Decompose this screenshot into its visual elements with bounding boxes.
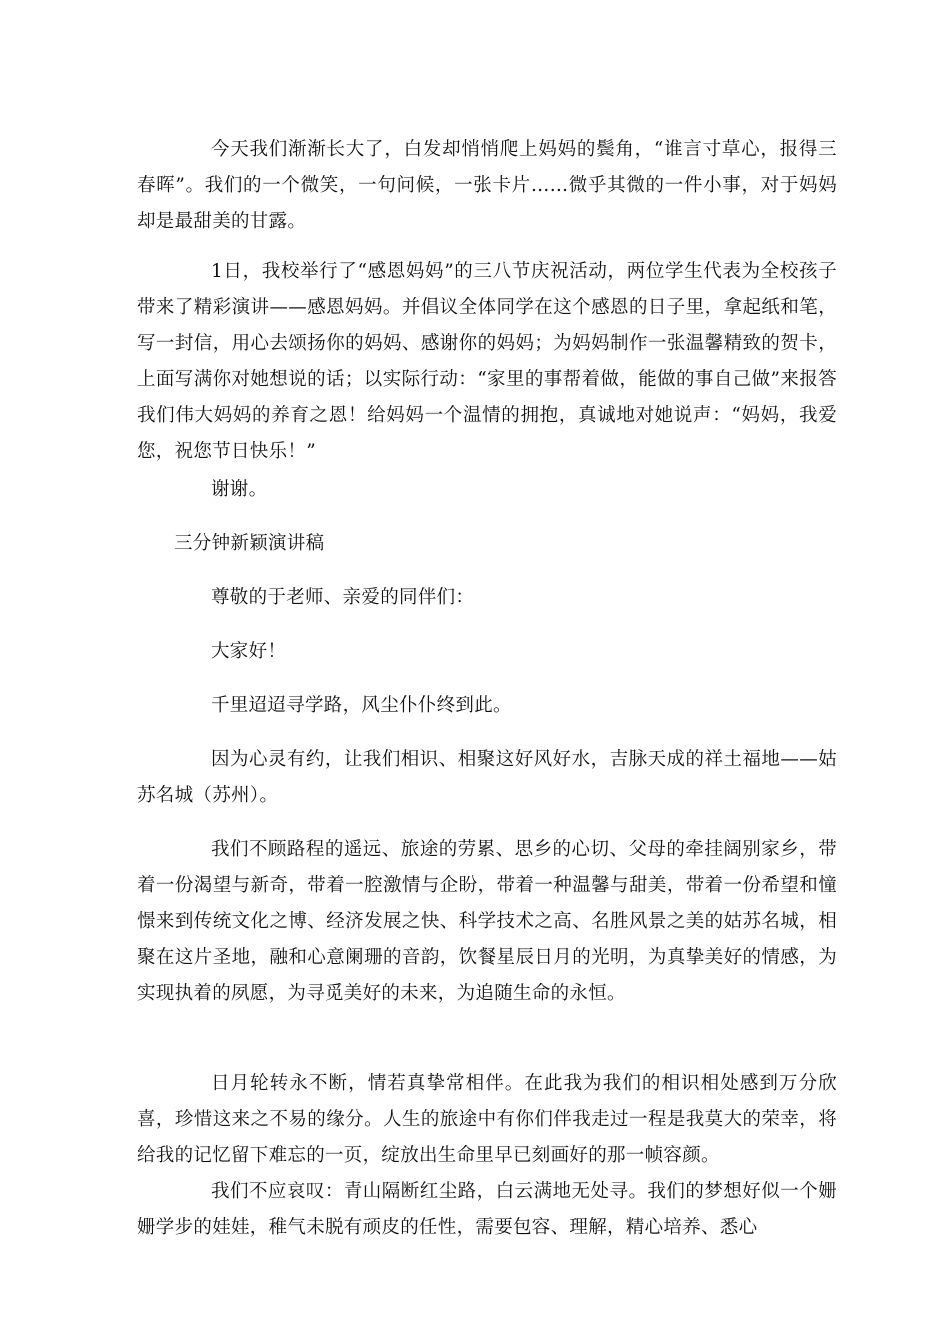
paragraph-greeting: 大家好！ — [211, 641, 287, 662]
paragraph-dreams: 我们不应哀叹：青山隔断红尘路，白云满地无处寻。我们的梦想好似一个姗姗学步的娃娃，稚气未脱有顽皮的任性，需要包容、理解，精心培养、悉心 — [137, 1181, 837, 1238]
paragraph-friendship: 日月轮转永不断，情若真挚常相伴。在此我为我们的相识相处感到万分欣喜，珍惜这来之不易的缘分。人生的旅途中有你们伴我走过一程是我莫大的荣幸，将给我的记忆留下难忘的一页，绽放出生命里早已刻画好的那一帧容颜。 — [137, 1073, 837, 1166]
paragraph-suzhou: 因为心灵有约，让我们相识、相聚这好风好水，吉脉天成的祥土福地——姑苏名城（苏州）。 — [137, 749, 837, 806]
speech-title: 三分钟新颖演讲稿 — [174, 533, 325, 554]
paragraph-mother-grown-up: 今天我们渐渐长大了，白发却悄悄爬上妈妈的鬓角，“谁言寸草心，报得三春晖”。我们的一个微笑，一句问候，一张卡片……微乎其微的一件小事，对于妈妈却是最甜美的甘露。 — [137, 139, 837, 232]
paragraph-salutation: 尊敬的于老师、亲爱的同伴们： — [211, 587, 475, 608]
paragraph-school-event: 1日，我校举行了“感恩妈妈”的三八节庆祝活动，两位学生代表为全校孩子带来了精彩演讲——感恩妈妈。并倡议全体同学在这个感恩的日子里，拿起纸和笔，写一封信，用心去颂扬你的妈妈、感谢你的妈妈；为妈妈制作一张温馨精致的贺卡，上面写满你对她想说的话；以实际行动：“家里的事帮着做，能做的事自己做”来报答我们伟大妈妈的养育之恩！给妈妈一个温情的拥抱，真诚地对她说声：“妈妈，我爱您，祝您节日快乐！” — [137, 261, 837, 462]
paragraph-far-from-home: 我们不顾路程的遥远、旅途的劳累、思乡的心切、父母的牵挂阔别家乡，带着一份渴望与新奇，带着一腔激情与企盼，带着一种温馨与甜美，带着一份希望和憧憬来到传统文化之博、经济发展之快、科学技术之高、名胜风景之美的姑苏名城，相聚在这片圣地，融和心意阑珊的音韵，饮餐星辰日月的光明，为真挚美好的情感，为实现执着的夙愿，为寻觅美好的未来，为追随生命的永恒。 — [137, 839, 837, 1004]
paragraph-thanks: 谢谢。 — [211, 479, 268, 500]
paragraph-journey: 千里迢迢寻学路，风尘仆仆终到此。 — [211, 695, 512, 716]
